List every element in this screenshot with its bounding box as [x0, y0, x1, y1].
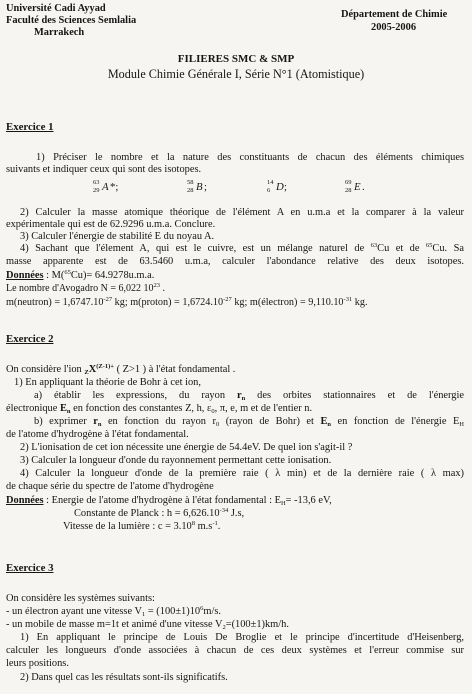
ex2-q2: 2) L'ionisation de cet ion nécessite une énergie de 54.4eV. De quel ion s'agit-il ? [20, 442, 353, 453]
ex2-planck: Constante de Planck : $h = 6,626.10^{-34}$ J.s, [74, 507, 245, 519]
ex2-q4-line2: de chaque série du spectre de l'atome d'hydrogène [6, 481, 214, 492]
ex1-masses: m(neutron) = $1,6747.10^{-27}$ kg; m(proton) = $1,6724.10^{-27}$ kg; m(électron) = $9,110.10^{-31}$ kg. [6, 296, 368, 308]
ex1-q1-line2: suivants et indiquer ceux qui sont des isotopes. [6, 164, 202, 175]
ex2-intro: On considère l'ion $_ZX^{(Z-1)+}$ ( Z>1 ) à l'état fondamental . [6, 363, 236, 376]
module-title: Module Chimie Générale I, Série N°1 (Atomistique) [107, 67, 365, 81]
ex3-intro: On considère les systèmes suivants: [6, 593, 155, 604]
ex2-q3: 3) Calculer la longueur d'onde du rayonnement permettant cette ionisation. [20, 455, 332, 466]
ex1-avogadro: Le nombre d'Avogadro N = 6,022 $10^{23}$ . [6, 282, 166, 294]
ex3-q1-line2: calculer les longueurs d'onde associées à chacun de ces deux systèmes et l'erreur commise sur [6, 645, 464, 656]
ex1-donnees: Données : M($^{65}$Cu)= 64.9278u.m.a. [6, 269, 155, 281]
ex1-q4-line1: 4) Sachant que l'élement A, qui est le cuivre, est un mélange naturel de $^{63}$Cu et de $^{65}$Cu. Sa [20, 242, 464, 254]
ex2-q1b-line1: b) exprimer $r_n$ en fonction du rayon $r_0$ (rayon de Bohr) et $E_n$ en fonction de l'énergie $E_H$ [34, 416, 464, 428]
ex3-system-2: - un mobile de masse m=1t et animé d'une vitesse $V_2=(100\pm 1)km/h$. [6, 619, 289, 631]
isotope-A: 63 29 A *; [93, 179, 119, 194]
department-name: Département de Chimie [341, 9, 448, 20]
isotope-list [0, 179, 365, 195]
isotope-B: 58 28 B ; [187, 179, 207, 194]
ex1-q2-line1: 2) Calculer la masse atomique théorique de l'élément A en u.m.a et la comparer à la valeur [20, 207, 464, 218]
ex2-q1: 1) En appliquant la théorie de Bohr à cet ion, [14, 377, 201, 388]
academic-year: 2005-2006 [371, 22, 417, 33]
ex1-q3: 3) Calculer l'énergie de stabilité E du noyau A. [20, 231, 215, 242]
ex2-q1b-line2: de l'atome d'hydrogène à l'état fondamental. [6, 429, 189, 440]
ex3-q2: 2) Dans quel cas les résultats sont-ils significatifs. [20, 672, 228, 683]
ex2-q4-line1: 4) Calculer la longueur d'onde de la première raie ( λ min) et de la dernière raie ( λ max) [20, 468, 464, 479]
ex3-q1-line1: 1) En appliquant le principe de Louis De Broglie et le principe d'incertitude d'Heisenberg, [20, 632, 464, 643]
ex1-q4-line2: masse apparente est de 63.5460 u.m.a, calculer l'abondance relative des deux isotopes. [6, 256, 464, 267]
ex2-light-speed: Vitesse de la lumière : $c = 3.10^8$ $m.s^{-1}$. [63, 520, 221, 532]
exercise-1-heading: Exercice 1 [6, 121, 54, 133]
ex2-q1a-line1: a) établir les expressions, du rayon $r_n$ des orbites stationnaires et de l'énergie [34, 390, 464, 402]
ex2-q1a-line2: électronique $E_n$ en fonction des constantes Z, h, $\varepsilon_0$, π, e, m et de l'entier n. [6, 403, 313, 415]
ex1-q2-line2: expérimentale qui est de 62.9296 u.m.a. Conclure. [6, 219, 216, 230]
university-name: Université Cadi Ayyad [6, 3, 106, 14]
ex2-donnees: Données : Energie de l'atome d'hydrogène à l'état fondamental : $E_H= -13,6$ eV, [6, 495, 332, 507]
isotope-D: 14 6 D ; [267, 179, 287, 194]
ex3-q1-line3: leurs positions. [6, 658, 69, 669]
ex3-system-1: - un électron ayant une vitesse $V_1 = (100\pm 1)10^6m/s$. [6, 605, 221, 618]
city-name: Marrakech [34, 27, 85, 38]
exercise-2-heading: Exercice 2 [6, 333, 54, 345]
faculty-name: Faculté des Sciences Semlalia [6, 15, 137, 26]
ex1-q1-line1: 1) Préciser le nombre et la nature des constituants de chacun des éléments chimiques [36, 152, 464, 163]
filieres-title: FILIERES SMC & SMP [177, 53, 295, 65]
exercise-3-heading: Exercice 3 [6, 562, 54, 574]
isotope-E: 69 28 E . [345, 179, 365, 194]
